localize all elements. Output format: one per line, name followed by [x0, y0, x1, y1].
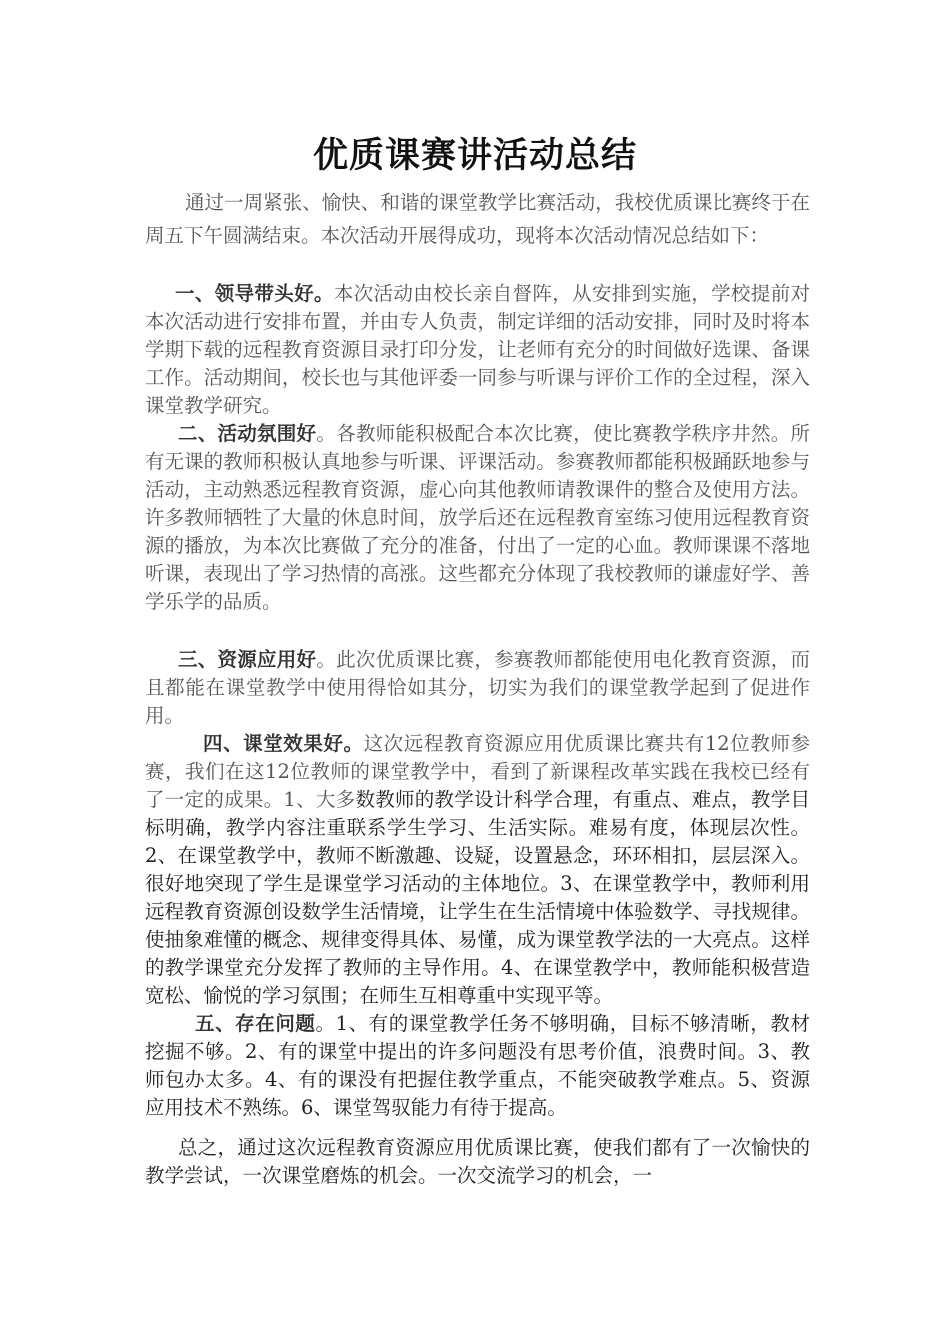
section-body-1: 本次活动由校长亲自督阵，从安排到实施，学校提前对本次活动进行安排布置，并由专人负责，制定详细的活动安排，同时及时将本学期下载的远程教育资源目录打印分发，让老师有充分的时间做好选课、备课工作。活动期间，校长也与其他评委一同参与听课与评价工作的全过程，深入课堂教学研究。	[145, 282, 810, 417]
section-heading-4: 四、课堂效果好。	[203, 732, 364, 755]
section-heading-3: 三、资源应用好	[178, 648, 317, 671]
section-heading-5: 五、存在问题	[195, 1012, 316, 1035]
section-body-3: 。此次优质课比赛，参赛教师都能使用电化教育资源，而且都能在课堂教学中使用得恰如其分，切实为我们的课堂教学起到了促进作用。	[145, 648, 810, 727]
document-title: 优质课赛讲活动总结	[312, 136, 637, 176]
section-heading-2: 二、活动氛围好	[178, 422, 317, 445]
section-body-2: 。各教师能积极配合本次比赛，使比赛教学秩序井然。所有无课的教师积极认真地参与听课、评课活动。参赛教师都能积极踊跃地参与活动，主动熟悉远程教育资源，虚心向其他教师请教课件的整合及使用方法。许多教师牺牲了大量的休息时间，放学后还在远程教育室练习使用远程教育资源的播放，为本次比赛做了充分的准备，付出了一定的心血。教师课课不落地听课，表现出了学习热情的高涨。这些都充分体现了我校教师的谦虚好学、善学乐学的品质。	[145, 422, 810, 613]
section-body-4a: 这次远程教育资源应用优质课比赛共有12位教师参赛，我们在这12位教师的课堂教学中，看到了新课程改革实践在我校已经有了一定的成果。1、大多	[145, 732, 810, 811]
section-paragraph-4	[145, 730, 810, 1010]
section-body-4b: 数教师的教学设计科学合理，有重点、难点，教学目标明确，教学内容注重联系学生学习、生活实际。难易有度，体现层次性。2、在课堂教学中，教师不断激趣、设疑，设置悬念，环环相扣，层层深入。很好地突现了学生是课堂学习活动的主体地位。3、在课堂教学中，教师利用远程教育资源创设数学生活情境，让学生在生活情境中体验数学、寻找规律。使抽象难懂的概念、规律变得具体、易懂，成为课堂教学法的一大亮点。这样的教学课堂充分发挥了教师的主导作用。4、在课堂教学中，教师能积极营造宽松、愉悦的学习氛围；在师生互相尊重中实现平等。	[145, 788, 810, 1007]
intro-paragraph: 通过一周紧张、愉快、和谐的课堂教学比赛活动，我校优质课比赛终于在周五下午圆满结束。本次活动开展得成功，现将本次活动情况总结如下：	[145, 191, 810, 247]
section-paragraph-5	[145, 1010, 810, 1122]
section-paragraph-1	[145, 280, 810, 420]
section-paragraph-3	[145, 646, 810, 730]
conclusion-paragraph: 总之，通过这次远程教育资源应用优质课比赛，使我们都有了一次愉快的教学尝试，一次课堂磨炼的机会。一次交流学习的机会，一	[145, 1136, 810, 1187]
section-paragraph-2	[145, 420, 810, 616]
section-heading-1: 一、领导带头好。	[175, 282, 334, 305]
section-body-5: 。1、有的课堂教学任务不够明确，目标不够清晰，教材挖掘不够。2、有的课堂中提出的许多问题没有思考价值，浪费时间。3、教师包办太多。4、有的课没有把握住教学重点，不能突破教学难点。5、资源应用技术不熟练。6、课堂驾驭能力有待于提高。	[145, 1012, 810, 1119]
document-body	[145, 186, 810, 1190]
